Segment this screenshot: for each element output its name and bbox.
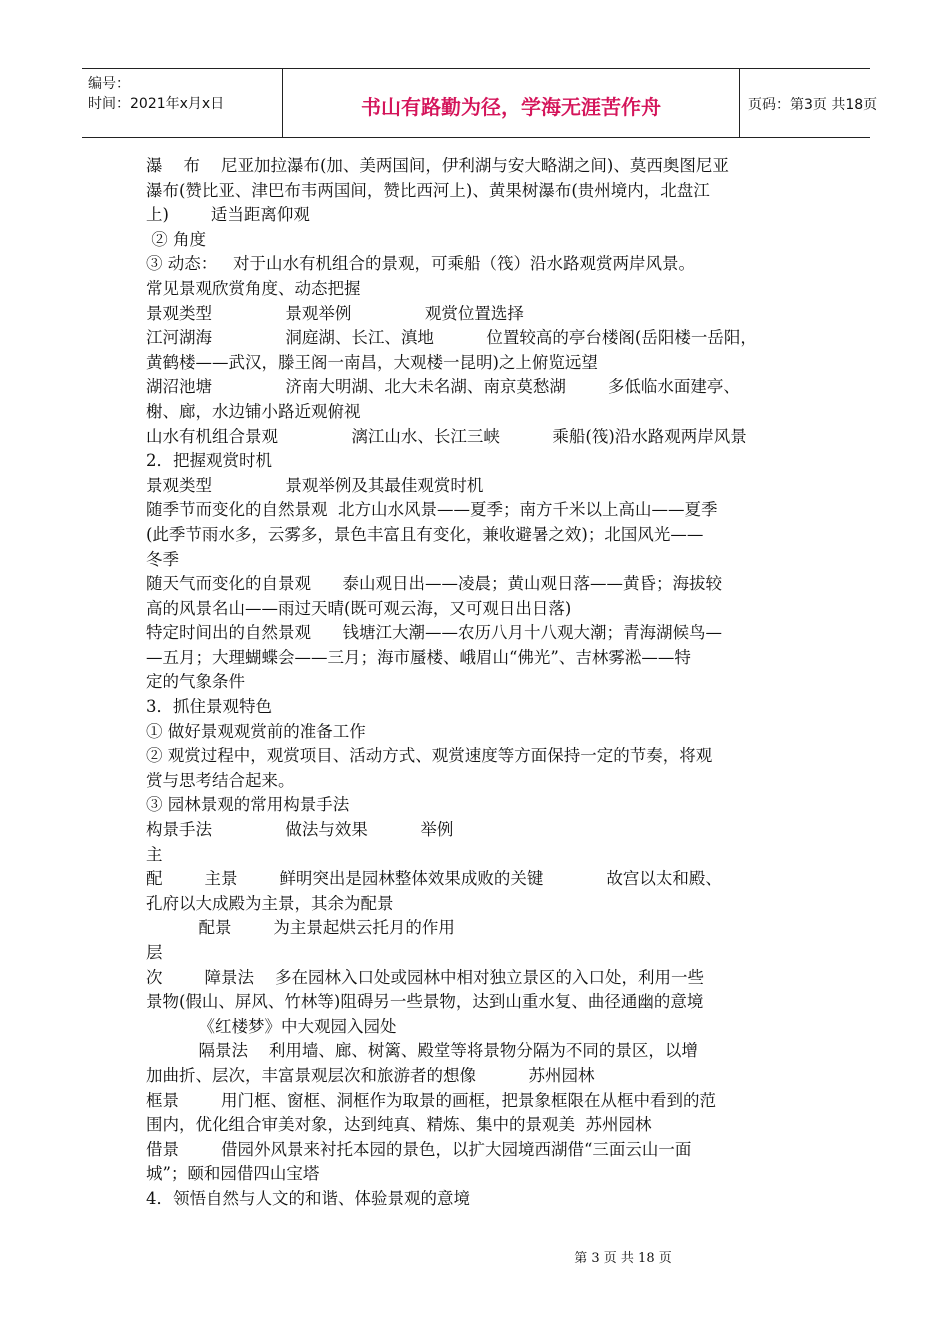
document-body <box>146 154 826 1212</box>
text-line: 2．把握观赏时机 <box>146 451 272 471</box>
header-motto: 书山有路勤为径，学海无涯苦作舟 <box>361 95 661 119</box>
text-line: 构景手法 做法与效果 举例 <box>146 820 454 840</box>
text-line: 借景 借园外风景来衬托本园的景色，以扩大园境西湖借“三面云山一面 <box>146 1139 692 1159</box>
header-meta-cell <box>82 69 282 137</box>
text-line: 瀑布(赞比亚、津巴布韦两国间，赞比西河上)、黄果树瀑布(贵州境内，北盘江 <box>146 180 710 200</box>
text-line: 景观类型 景观举例 观赏位置选择 <box>146 303 524 323</box>
text-line: (此季节雨水多，云雾多，景色丰富且有变化，兼收避暑之效)；北国风光—— <box>146 524 704 544</box>
header-page-cell <box>740 69 878 137</box>
text-line: 孔府以大成殿为主景，其余为配景 <box>146 893 394 913</box>
text-line: ③ 动态： 对于山水有机组合的景观，可乘船（筏）沿水路观赏两岸风景。 <box>146 254 695 274</box>
text-line: 上) 适当距离仰观 <box>146 205 310 225</box>
text-line: 冬季 <box>146 549 179 569</box>
text-line: ② 观赏过程中，观赏项目、活动方式、观赏速度等方面保持一定的节奏，将观 <box>146 746 713 766</box>
text-line: ② 角度 <box>146 229 206 249</box>
text-line: 景物(假山、屏风、竹林等)阻碍另一些景物，达到山重水复、曲径通幽的意境 <box>146 992 704 1012</box>
text-line: 围内，优化组合审美对象，达到纯真、精炼、集中的景观美 苏州园林 <box>146 1115 652 1135</box>
text-line: 层 <box>146 943 163 962</box>
text-line: 加曲折、层次，丰富景观层次和旅游者的想像 苏州园林 <box>146 1065 595 1085</box>
text-line: 主 <box>146 844 163 864</box>
text-line: 次 障景法 多在园林入口处或园林中相对独立景区的入口处，利用一些 <box>146 967 704 987</box>
text-line: 4．领悟自然与人文的和谐、体验景观的意境 <box>146 1188 470 1208</box>
text-line: 随天气而变化的自景观 泰山观日出——凌晨；黄山观日落——黄昏；海拔较 <box>146 574 722 594</box>
text-line: 定的气象条件 <box>146 672 245 692</box>
text-line: 特定时间出的自然景观 钱塘江大潮——农历八月十八观大潮；青海湖候鸟— <box>146 623 722 643</box>
footer-page-number: 第 3 页 共 18 页 <box>574 1251 672 1266</box>
text-line: ① 做好景观观赏前的准备工作 <box>146 721 366 741</box>
page-header <box>82 68 878 138</box>
doc-number-label: 编号： <box>88 76 130 92</box>
page-footer <box>0 1247 950 1266</box>
text-line: 山水有机组合景观 漓江山水、长江三峡 乘船(筏)沿水路观两岸风景 <box>146 426 747 446</box>
text-line: 江河湖海 洞庭湖、长江、滇地 位置较高的亭台楼阁(岳阳楼一岳阳， <box>146 328 757 348</box>
text-line: 配景 为主景起烘云托月的作用 <box>146 918 455 938</box>
text-line: 3．抓住景观特色 <box>146 697 272 717</box>
text-line: 高的风景名山——雨过天晴(既可观云海，又可观日出日落) <box>146 598 572 618</box>
text-line: 黄鹤楼——武汉，滕王阁一南昌，大观楼一昆明)之上俯览远望 <box>146 352 598 372</box>
text-line: 景观类型 景观举例及其最佳观赏时机 <box>146 475 484 495</box>
text-line: 湖沼池塘 济南大明湖、北大未名湖、南京莫愁湖 多低临水面建亭、 <box>146 377 740 397</box>
text-line: 《红楼梦》中大观园入园处 <box>146 1016 397 1036</box>
text-line: 榭、廊，水边铺小路近观俯视 <box>146 401 361 421</box>
doc-time-label: 时间：2021年x月x日 <box>88 96 225 112</box>
text-line: 隔景法 利用墙、廊、树篱、殿堂等将景物分隔为不同的景区，以增 <box>146 1041 698 1061</box>
text-line: 常见景观欣赏角度、动态把握 <box>146 278 361 298</box>
text-line: 随季节而变化的自然景观 北方山水风景——夏季；南方千米以上高山——夏季 <box>146 500 718 520</box>
text-line: 赏与思考结合起来。 <box>146 770 295 790</box>
text-line: —五月；大理蝴蝶会——三月；海市蜃楼、峨眉山“佛光”、吉林雾淞——特 <box>146 647 691 667</box>
header-motto-cell <box>282 69 740 137</box>
text-line: 框景 用门框、窗框、洞框作为取景的画框，把景象框限在从框中看到的范 <box>146 1090 716 1110</box>
text-line: 城”；颐和园借四山宝塔 <box>146 1164 320 1184</box>
text-line: 瀑 布 尼亚加拉瀑布(加、美两国间，伊利湖与安大略湖之间)、莫西奥图尼亚 <box>146 156 729 175</box>
text-line: 配 主景 鲜明突出是园林整体效果成败的关键 故宫以太和殿、 <box>146 869 722 889</box>
header-page-code: 页码：第3页 共18页 <box>748 97 878 113</box>
text-line: ③ 园林景观的常用构景手法 <box>146 795 350 815</box>
